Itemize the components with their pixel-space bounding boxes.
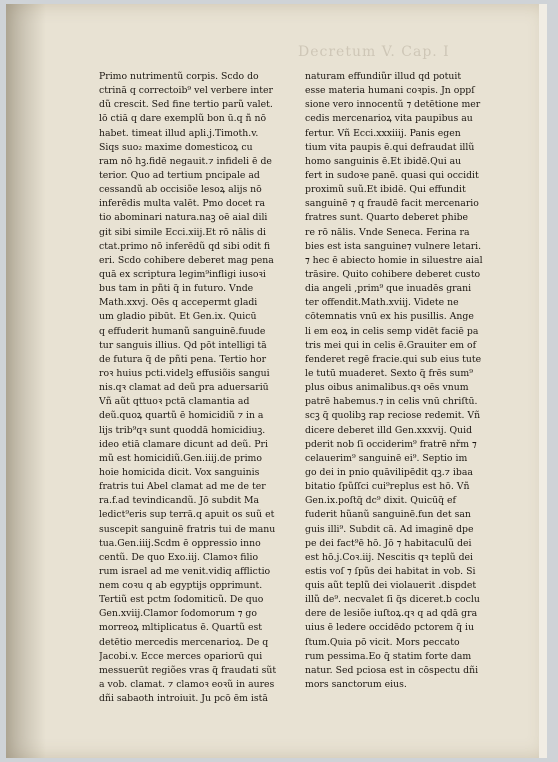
text-line: centũ. De quo Exo.iij. Clamoꝛ filio [99,551,259,563]
text-line: uius ē ledere occidēdo pctorem q̃ iu [305,622,474,634]
text-line: quis aũt teplũ dei violauerit .dispdet [305,580,477,592]
text-line: fratris tui Abel clamat ad me de ter [99,481,266,493]
page-gutter-shadow [6,4,46,758]
text-line: Vñ aũt qttuoꝛ pctā clamantia ad [99,396,250,408]
book-page [6,4,547,758]
text-column-right [305,70,505,692]
text-line: sanguinē ⁊ q fraudē facit mercenario [305,198,479,210]
text-line: dñi sabaoth introiuit. Ju pcō ēm istā [99,693,268,705]
text-line: bus tam in pñti q̃ in futuro. Vnde [99,283,254,295]
text-line: natur. Sed pciosa est in cōspectu dñi [305,664,479,676]
text-line: dũ crescit. Sed fine tertio parũ valet. [99,99,273,111]
text-line: estis voſ ⁊ ſpũs dei habitat in vob. Si [305,565,476,577]
text-line: messuerūt regiões vras q̃ fraudati sũt [99,664,277,676]
text-line: ter offendit.Math.xviij. Videte ne [305,297,459,309]
text-line: morreoꝝ mltiplicatus ē. Quartũ est [99,622,263,634]
text-line: dia angeli ,prim⁹ que inuadēs grani [305,283,472,295]
text-line: tio abominari natura.naꝫ oē aial dili [99,212,268,224]
text-line: terior. Quo ad tertium pncipale ad [99,169,260,181]
text-line: a vob. clamat. ⁊ clamoꝛ eoꝛũ in aures [99,679,275,691]
text-line: ctat.primo nō inferēdũ qd sibi odit fi [99,240,271,252]
text-line: Gen.xviij.Clamor ſodomorum ⁊ go [99,608,257,620]
text-line: nem coꝛu q ab egyptijs opprimunt. [99,580,263,592]
text-line: Jacobi.v. Ecce merces opariorū qui [99,650,263,662]
text-line: lō ctiā q dare exemplũ bon ū.q ñ nō [99,113,267,125]
text-line: fuderit hũanũ sanguinē.fun det san [305,509,471,521]
text-line: nis.qꝛ clamat ad deũ pra aduersariū [99,382,269,394]
text-line: de futura q̃ de pñti pena. Tertio hor [99,353,267,365]
text-line: trāsire. Quito cohibere deberet custo [305,268,481,280]
text-line: q effuderit humanũ sanguinē.fuude [99,325,266,337]
text-line: inferēdis multa valēt. Pmo docet ra [99,198,265,210]
text-line: cessandũ ab occisiõe lesoꝝ alijs nō [99,184,262,196]
text-line: naturam effundiũr illud qd potuit [305,71,462,82]
text-line: re rō nālis. Vnde Seneca. Ferina ra [305,226,470,238]
text-line: ſtum.Quia pō vicit. Mors peccato [305,636,460,648]
text-line: est hō.j.Coꝛ.iij. Nescitis qꝛ teplũ dei [305,551,474,563]
text-line: proximũ suũ.Et ibidē. Qui effundit [305,184,466,196]
text-line: homo sanguinis ē.Et ibidē.Qui au [305,155,462,167]
text-line: rum pessima.Eo q̃ statim forte dam [305,650,472,662]
text-line: patrē habemus.⁊ in celis vnū chriſtū. [305,396,478,408]
text-line: rum israel ad me venit.vidiq afflictio [99,565,271,577]
text-line: lijs trib⁹qꝛ sunt quoddā homicidiuꝫ. [99,424,266,436]
text-line: sione vero innocentũ ⁊ detētione mer [305,99,481,111]
text-line: dere de lesiõe iuſtoꝝ.qꝛ q ad qdā gra [305,608,478,620]
text-line: habet. timeat illud apli.j.Timoth.v. [99,127,259,139]
page-edge [539,4,547,758]
text-line: ram nō hꝫ.fidē negauit.⁊ infideli ē de [99,155,272,167]
text-line: Siqs suo₂ maxime domesticoꝝ cu [99,141,253,153]
text-line: detētio mercedis mercenarioꝝ. De q [99,636,269,648]
text-line: le tutū muaderet. Sexto q̃ frēs sum⁹ [305,367,473,379]
text-line: mũ est homicidiũ.Gen.iiij.de primo [99,452,262,464]
text-line: suscepit sanguinē fratris tui de manu [99,523,276,535]
text-line: ledict⁹eris sup terrā.q apuit os suũ et [99,509,275,521]
running-head: Decretum V. Cap. I [298,44,450,60]
text-line: mors sanctorum eius. [305,679,407,691]
text-line: hoie homicida dicit. Vox sanguinis [99,466,260,478]
text-line: celauerim⁹ sanguinē ei⁹. Septio im [305,452,468,464]
text-line: tris mei qui in celis ē.Grauiter em of [305,339,477,351]
text-line: bies est ista sanguine⁊ vulnere letari. [305,240,482,252]
text-line: esse materia humani coꝛpis. Jn oppſ [305,85,475,97]
text-line: tium vita paupis ē.qui defraudat illũ [305,141,475,153]
text-line: ra.f.ad tevindicandũ. Jō subdit Ma [99,495,260,507]
text-line: Tertiũ est pctm ſodomiticũ. De quo [99,594,264,606]
text-line: ctrinā q correctoib⁹ vel verbere inter [99,85,273,97]
text-line: Gen.ix.poſtq̃ dc⁹ dixit. Quicūq̃ ef [305,495,456,507]
text-line: dicere deberet illd Gen.xxxvij. Quid [305,424,473,436]
text-line: fert in sudoꝛe panē. quasi qui occidit [305,169,479,181]
text-line: eri. Scdo cohibere deberet mag pena [99,254,274,266]
text-line: pe dei fact⁹ē hō. Jō ⁊ habitaculũ dei [305,537,472,549]
text-line: li em eoꝝ in celis semp vidēt faciē pa [305,325,479,337]
text-line: fertur. Vñ Ecci.xxxiiij. Panis egen [305,127,461,139]
text-line: roꝛ huius pcti.videlꝫ effusiõis sangui [99,367,270,379]
text-column-left [99,70,299,706]
text-line: git sibi simile Ecci.xiij.Et rō nālis di [99,226,266,238]
text-line: deũ.quoꝝ quartũ ē homicidiũ ⁊ in a [99,410,264,422]
text-line: tua.Gen.iiij.Scdm ē oppressio inno [99,537,261,549]
text-line: scꝫ q̃ quolibꝫ rap reciose redemit. Vñ [305,410,481,422]
text-line: fenderet regē fracie.qui sub eius tute [305,353,482,365]
text-line: fratres sunt. Quarto deberet phibe [305,212,469,224]
text-line: illũ de⁹. necvalet ſi q̃s diceret.b coclu [305,594,480,606]
text-line: guis illi⁹. Subdit cā. Ad imaginē dpe [305,523,474,535]
text-line: plus oibus animalibus.qꝛ oēs vnum [305,382,469,394]
text-line: um gladio pibūt. Et Gen.ix. Quicū [99,311,257,323]
text-line: cōtemnatis vnū ex his pusillis. Ange [305,311,474,323]
text-line: ideo etiā clamare dicunt ad deũ. Pri [99,438,268,450]
text-line: bitatio ſpũſſci cui⁹replus est hō. Vñ [305,481,470,493]
text-line: Math.xxvj. Oēs q accepermt gladi [99,297,258,309]
text-line: pderit nob ſi occiderim⁹ fratrē nřm ⁊ [305,438,477,450]
text-line: Primo nutrimentũ corpis. Scdo do [99,71,259,82]
text-line: quā ex scriptura legim⁹infligi iusoꝛi [99,268,266,280]
text-line: ⁊ hec ē abiecto homie in siluestre aial [305,254,483,266]
text-line: cedis mercenarioꝝ vita paupibus au [305,113,473,125]
text-line: go dei in pnio quāvilipēdit qꝫ.⁊ ibaa [305,466,473,478]
text-line: tur sanguis illius. Qd pōt intelligi tā [99,339,267,351]
